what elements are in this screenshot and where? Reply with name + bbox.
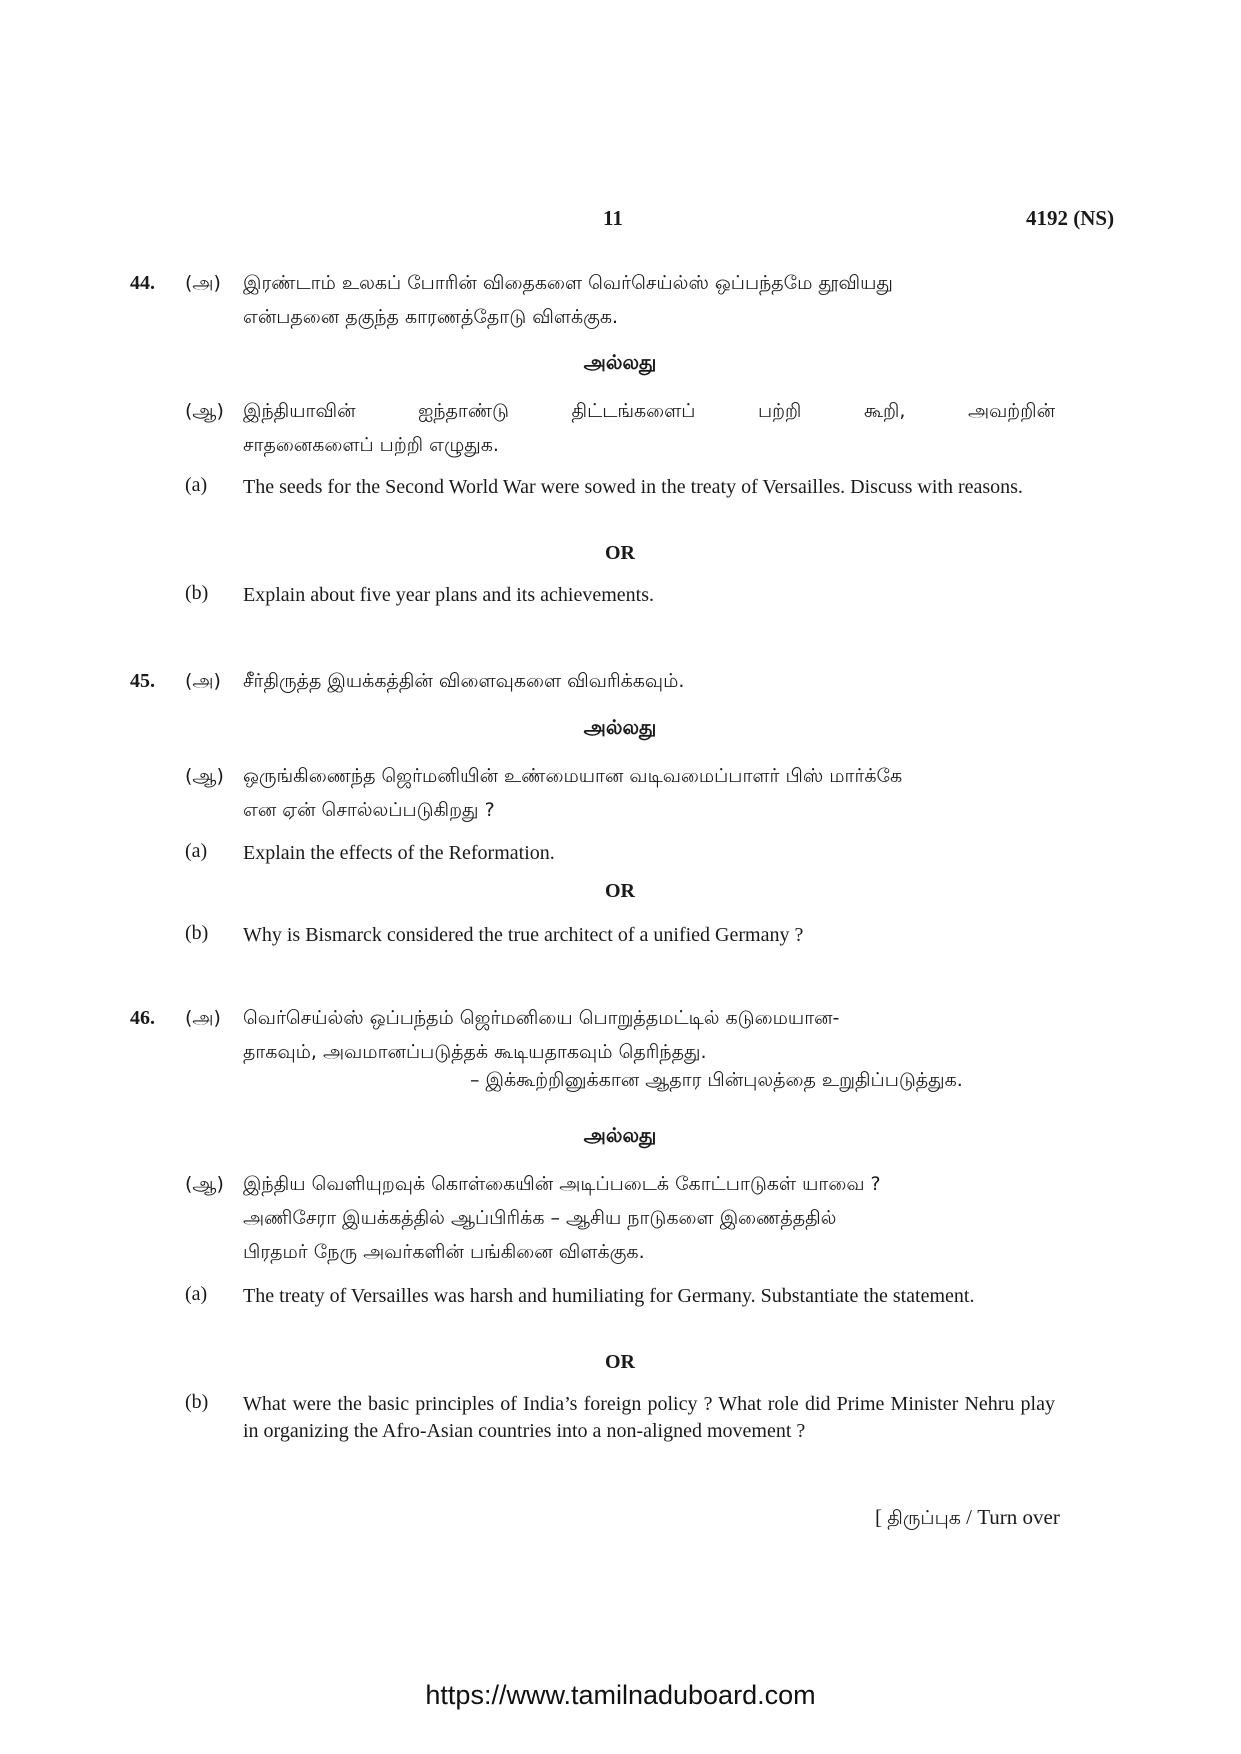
turn-over-tamil: திருப்புக	[887, 1507, 961, 1529]
option-label: (ஆ)	[185, 765, 224, 787]
option-label: (அ)	[185, 670, 221, 692]
option-label: (b)	[185, 922, 209, 944]
turn-over-note: [ திருப்புக / Turn over	[875, 1505, 1060, 1529]
question-text-english: What were the basic principles of India’s foreign policy ? What role did Prime Minister Nehru play in organizing the Afro-Asian countries into a non-aligned movement ?	[243, 1393, 1055, 1442]
question-text-tamil: சாதனைகளைப் பற்றி எழுதுக.	[243, 434, 499, 456]
option-label: (a)	[185, 840, 208, 862]
question-number: 44.	[130, 272, 155, 294]
question-text-tamil: என ஏன் சொல்லப்படுகிறது ?	[243, 799, 495, 821]
option-label: (b)	[185, 1391, 209, 1413]
question-text-english: The seeds for the Second World War were sowed in the treaty of Versailles. Discuss with reasons.	[243, 476, 1023, 498]
question-text-english: Explain the effects of the Reformation.	[243, 842, 555, 864]
question-text-tamil: ஒருங்கிணைந்த ஜெர்மனியின் உண்மையான வடிவமைப்பாளர் பிஸ் மார்க்கே	[243, 765, 903, 787]
or-separator: OR	[605, 542, 635, 564]
question-text-english: The treaty of Versailles was harsh and humiliating for Germany. Substantiate the statement.	[243, 1285, 975, 1307]
question-text-english: Explain about five year plans and its achievements.	[243, 584, 654, 606]
or-separator: OR	[605, 880, 635, 902]
question-text-tamil: தாகவும், அவமானப்படுத்தக் கூடியதாகவும் தெரிந்தது.	[243, 1041, 707, 1063]
question-text-tamil: வெர்செய்ல்ஸ் ஒப்பந்தம் ஜெர்மனியை பொறுத்தமட்டில் கடுமையான-	[243, 1007, 840, 1029]
question-number: 45.	[130, 670, 155, 692]
website-url[interactable]: https://www.tamilnaduboard.com	[425, 1680, 816, 1710]
or-separator-tamil: அல்லது	[583, 1123, 657, 1147]
question-text-tamil: இந்திய வெளியுறவுக் கொள்கையின் அடிப்படைக் கோட்பாடுகள் யாவை ?	[243, 1173, 881, 1195]
option-label: (a)	[185, 1283, 208, 1305]
question-text-tamil: அணிசேரா இயக்கத்தில் ஆப்பிரிக்க – ஆசிய நாடுகளை இணைத்ததில்	[243, 1207, 837, 1229]
option-label: (b)	[185, 582, 209, 604]
turn-over-english: Turn over	[977, 1505, 1060, 1529]
question-number: 46.	[130, 1007, 155, 1029]
option-label: (அ)	[185, 1007, 221, 1029]
option-label: (a)	[185, 474, 208, 496]
option-label: (அ)	[185, 272, 221, 294]
option-label: (ஆ)	[185, 1173, 224, 1195]
paper-code: 4192 (NS)	[1026, 206, 1115, 230]
or-separator-tamil: அல்லது	[583, 350, 657, 374]
question-text-tamil: – இக்கூற்றினுக்கான ஆதார பின்புலத்தை உறுதிப்படுத்துக.	[470, 1069, 963, 1091]
question-text-tamil: சீர்திருத்த இயக்கத்தின் விளைவுகளை விவரிக்கவும்.	[243, 670, 685, 692]
or-separator-tamil: அல்லது	[583, 715, 657, 739]
question-text-tamil: என்பதனை தகுந்த காரணத்தோடு விளக்குக.	[243, 306, 619, 328]
question-text-tamil: பிரதமர் நேரு அவர்களின் பங்கினை விளக்குக.	[243, 1241, 645, 1263]
question-text-tamil: இரண்டாம் உலகப் போரின் விதைகளை வெர்செய்ல்ஸ் ஒப்பந்தமே தூவியது	[243, 272, 893, 294]
question-text-english: Why is Bismarck considered the true architect of a unified Germany ?	[243, 924, 804, 946]
page-number: 11	[603, 206, 623, 230]
option-label: (ஆ)	[185, 400, 224, 422]
question-text-tamil: இந்தியாவின் ஐந்தாண்டு திட்டங்களைப் பற்றி கூறி, அவற்றின்	[243, 400, 1055, 422]
or-separator: OR	[605, 1351, 635, 1373]
